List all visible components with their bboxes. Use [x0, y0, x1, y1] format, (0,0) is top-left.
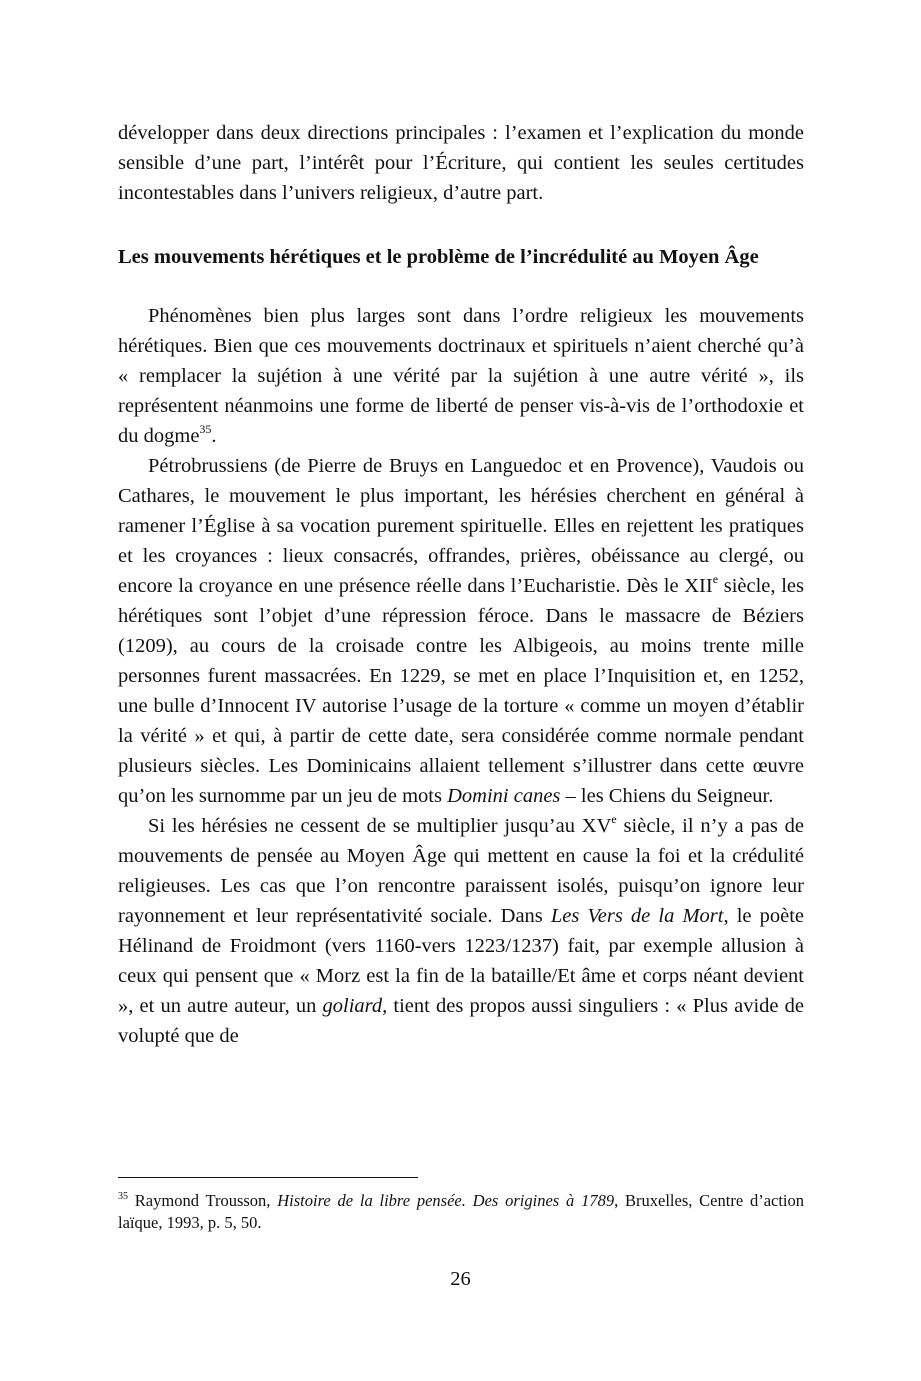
superscript: e: [611, 812, 617, 826]
page-body: [118, 118, 804, 1051]
paragraph-text: Phénomènes bien plus larges sont dans l’ordre religieux les mouvements hérétiques. Bien que ces mouvements doctrinaux et spirituels n’aient cherché qu’à « remplacer la sujétion à une vérité par la sujétion à une autre vérité », ils représentent néanmoins une forme de liberté de penser vis-à-vis de l’orthodoxie et du dogme: [118, 305, 804, 447]
paragraph-text-d: tient des propos aussi singuliers : « Plus avide de volupté que de: [118, 995, 804, 1047]
paragraph-text-c: – les Chiens du Seigneur.: [560, 785, 774, 807]
paragraph-text-c: , le poète Hélinand de Froidmont (vers 1160-vers 1223/1237) fait, par exemple allusion à ceux qui pensent que « Morz est la fin de la bataille/Et âme et corps néant devient », et un autre auteur, un: [118, 905, 804, 1017]
paragraph-text-a: Pétrobrussiens (de Pierre de Bruys en Languedoc et en Provence), Vaudois ou Cathares, le mouvement le plus important, les hérésies cherchent en général à ramener l’Église à sa vocation purement spirituelle. Elles en rejettent les pratiques et les croyances : lieux consacrés, offrandes, prières, obéissance au clergé, ou encore la croyance en une présence réelle dans l’Eucharistie. Dès le XII: [118, 455, 804, 597]
section-heading: Les mouvements hérétiques et le problème de l’incrédulité au Moyen Âge: [118, 246, 759, 268]
italic-term: Domini canes: [447, 785, 561, 807]
footnote-rest: , Bruxelles, Centre d’action laïque, 1993, p. 5, 50.: [118, 1191, 805, 1232]
intro-paragraph: développer dans deux directions principales : l’examen et l’explication du monde sensible d’une part, l’intérêt pour l’Écriture, qui contient les seules certitudes incontestables dans l’univers religieux, d’autre part.: [118, 122, 804, 204]
italic-title: Les Vers de la Mort: [550, 905, 724, 927]
paragraph-petrobrusians: [118, 451, 804, 811]
italic-term: goliard,: [322, 995, 388, 1017]
paragraph-text-b: siècle, les hérétiques sont l’objet d’une répression féroce. Dans le massacre de Béziers (1209), au cours de la croisade contre les Albigeois, au moins trente mille personnes furent massacrées. En 1229, se met en place l’Inquisition et, en 1252, une bulle d’Innocent IV autorise l’usage de la torture « comme un moyen d’établir la vérité » et qui, à partir de cette date, sera considérée comme normale pendant plusieurs siècles. Les Dominicains allaient tellement s’illustrer dans cette œuvre qu’on les surnomme par un jeu de mots: [118, 575, 804, 807]
paragraph-text-b: siècle, il n’y a pas de mouvements de pensée au Moyen Âge qui mettent en cause la foi et la crédulité religieuses. Les cas que l’on rencontre paraissent isolés, puisqu’on ignore leur rayonnement et leur représentativité sociale. Dans: [118, 815, 804, 927]
superscript: e: [712, 572, 719, 586]
footnote: [118, 1190, 804, 1234]
footnote-number: 35: [118, 1191, 128, 1202]
page-number: 26: [450, 1268, 471, 1290]
paragraph-end: .: [211, 425, 217, 447]
paragraph-text-a: Si les hérésies ne cessent de se multiplier jusqu’au XV: [148, 815, 612, 837]
footnote-title: Histoire de la libre pensée. Des origines à 1789: [277, 1191, 615, 1210]
paragraph-heretical-movements: [118, 301, 804, 451]
footnote-author: Raymond Trousson,: [128, 1191, 278, 1210]
paragraph-heresies: [118, 811, 804, 1051]
footnote-reference[interactable]: 35: [199, 422, 212, 436]
footnote-separator: [118, 1177, 418, 1178]
